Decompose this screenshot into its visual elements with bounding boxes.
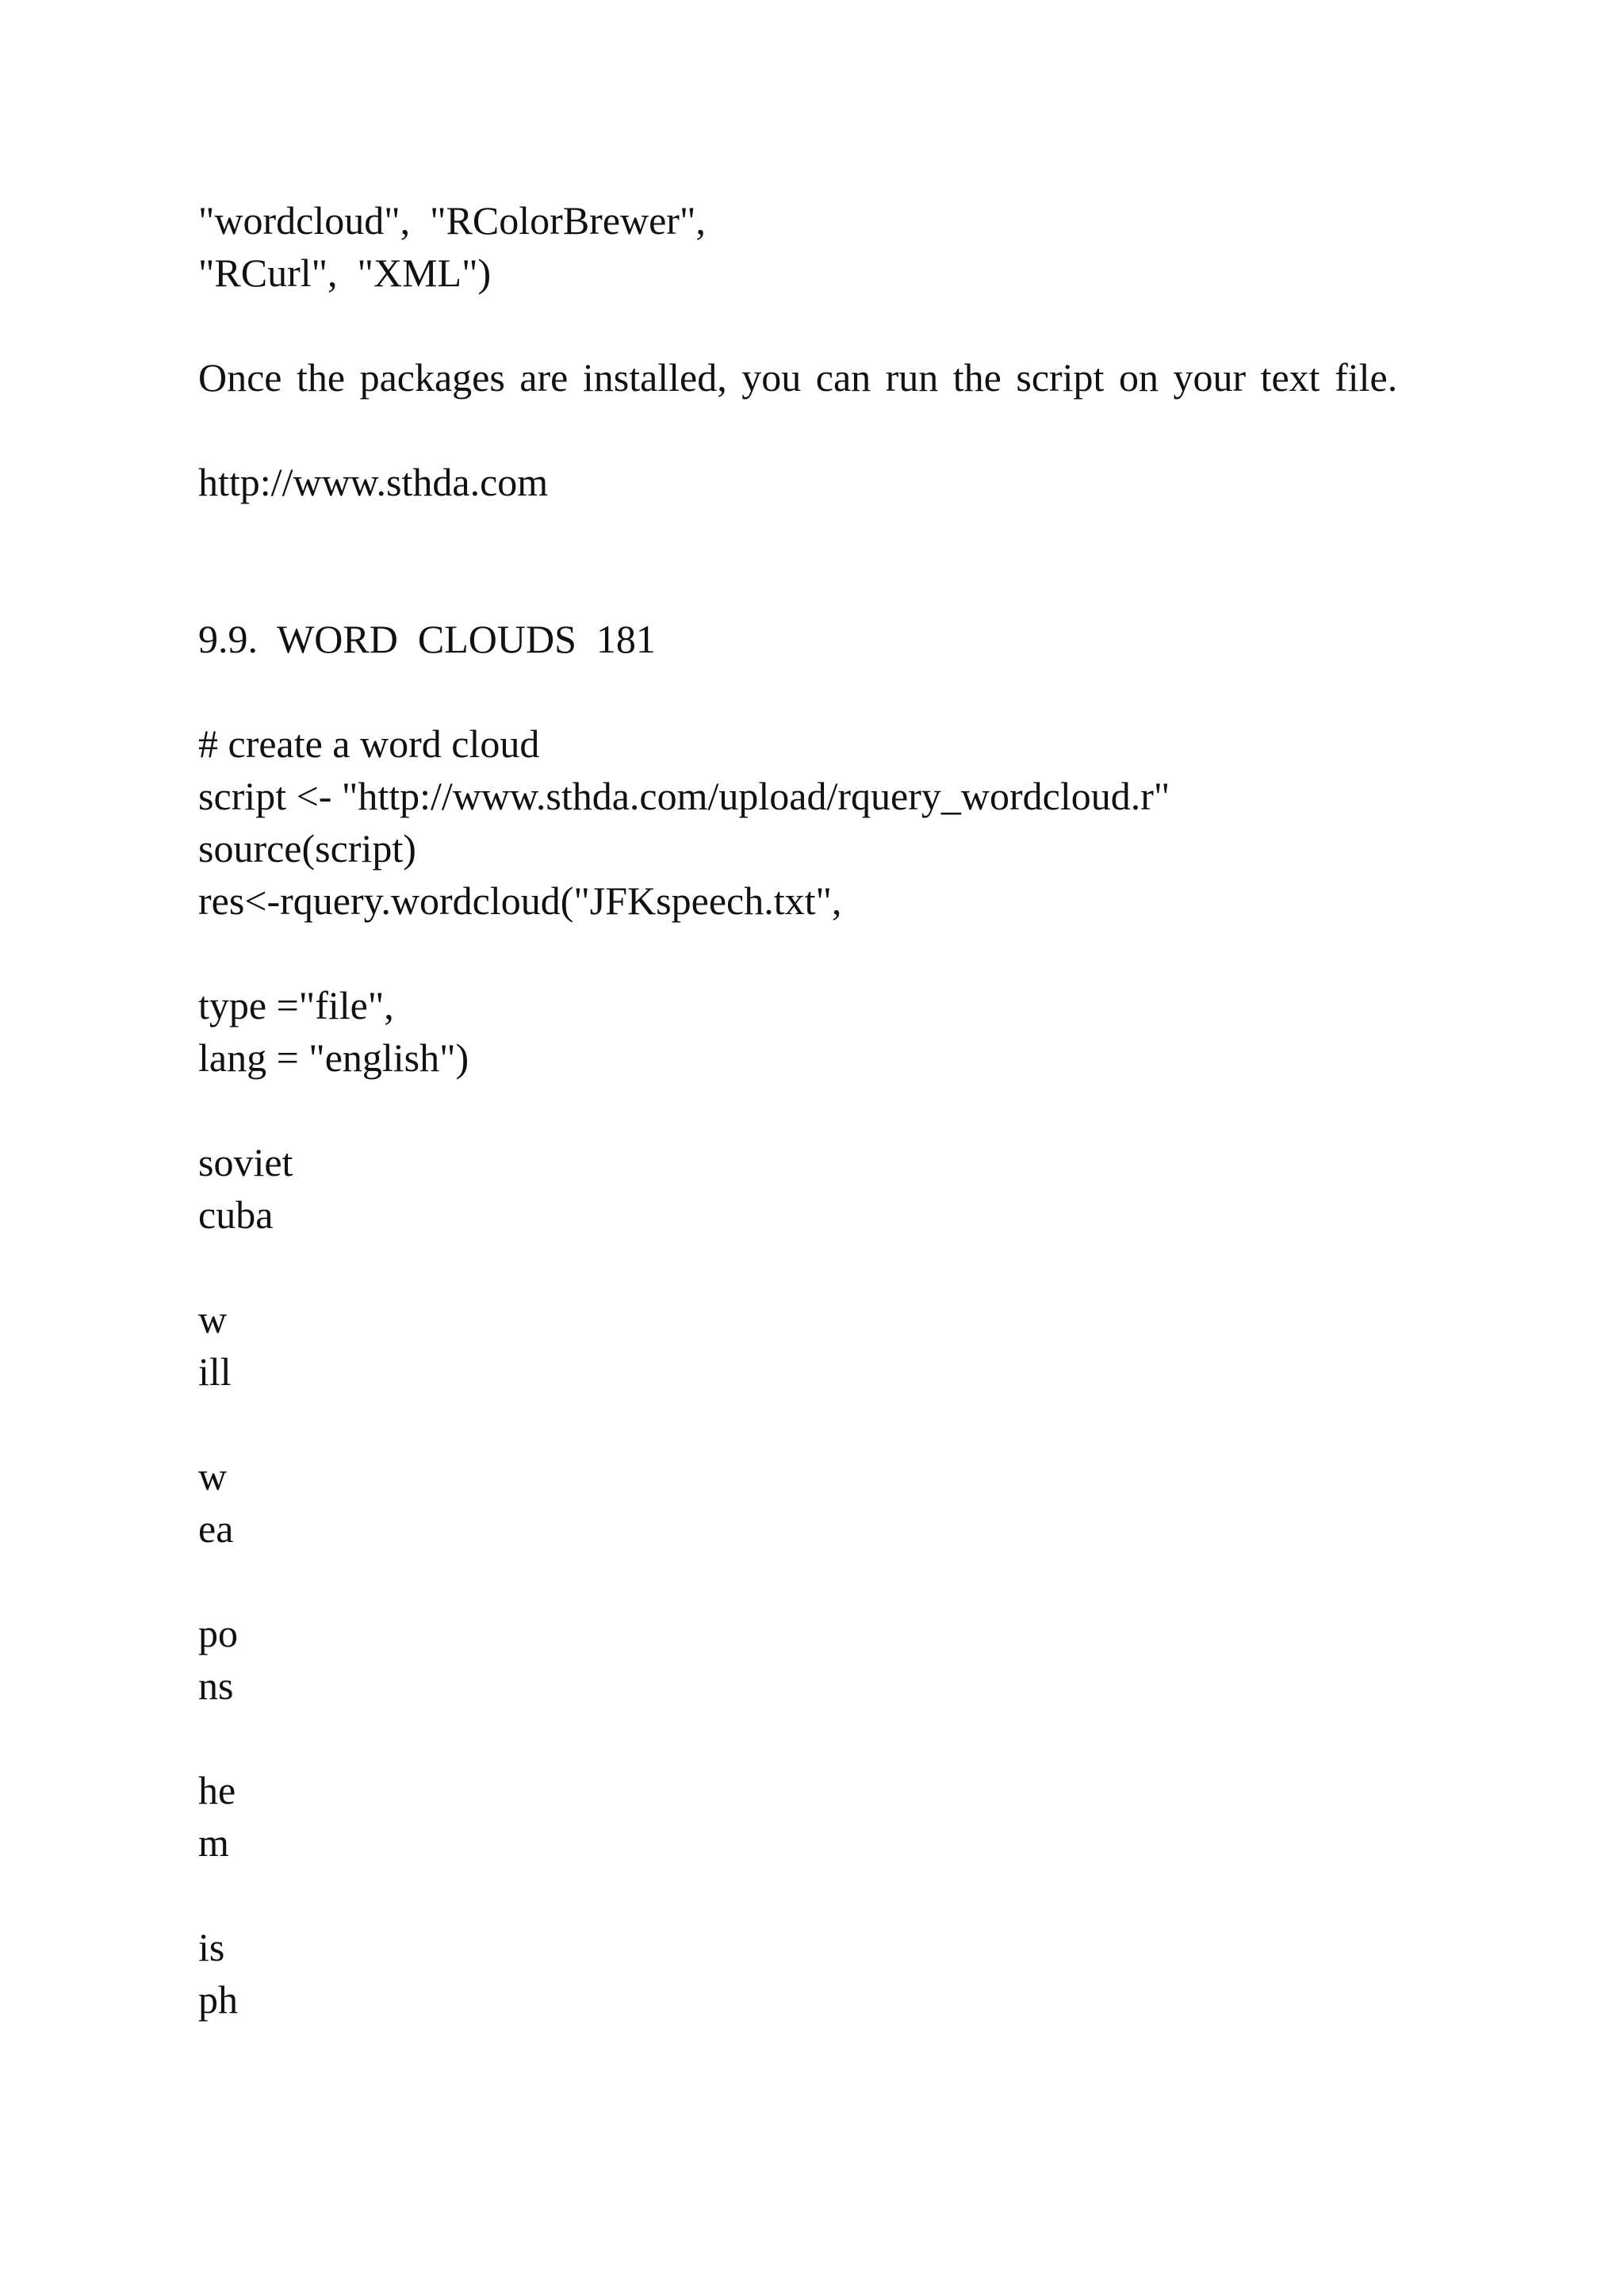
code-install-line-1: "wordcloud", "RColorBrewer", — [198, 198, 706, 243]
code-install-line-2: "RCurl", "XML") — [198, 251, 492, 295]
fragment-line: he — [198, 1768, 236, 1812]
paragraph-once-installed: Once the packages are installed, you can run the script on your text file. — [198, 355, 1398, 400]
fragment-line: ns — [198, 1663, 234, 1708]
spacer — [198, 927, 1404, 979]
url-sthda: http://www.sthda.com — [198, 460, 549, 504]
fragment-line: is — [198, 1925, 225, 1969]
spacer — [198, 299, 1404, 351]
fragment-line: soviet — [198, 1140, 293, 1184]
fragment-line: ea — [198, 1506, 234, 1551]
code-script-url: script <- "http://www.sthda.com/upload/rquery_wordcloud.r" — [198, 774, 1170, 818]
code-type: type ="file", — [198, 983, 394, 1027]
fragment-line: m — [198, 1820, 229, 1865]
spacer — [198, 1869, 1404, 1921]
code-source: source(script) — [198, 826, 416, 871]
spacer — [198, 508, 1404, 613]
fragment-line: po — [198, 1611, 238, 1655]
fragment-line: w — [198, 1297, 228, 1341]
spacer — [198, 1555, 1404, 1607]
code-lang: lang = "english") — [198, 1035, 469, 1080]
document-page — [198, 194, 1404, 2026]
fragment-line: ph — [198, 1977, 238, 2022]
fragment-line: w — [198, 1454, 228, 1498]
spacer — [198, 1398, 1404, 1450]
section-header: 9.9. WORD CLOUDS 181 — [198, 617, 656, 661]
spacer — [198, 1084, 1404, 1136]
spacer — [198, 1241, 1404, 1293]
spacer — [198, 665, 1404, 718]
spacer — [198, 1712, 1404, 1764]
code-comment: # create a word cloud — [198, 721, 540, 766]
code-res: res<-rquery.wordcloud("JFKspeech.txt", — [198, 878, 842, 923]
spacer — [198, 404, 1404, 456]
fragment-line: ill — [198, 1349, 232, 1394]
fragment-line: cuba — [198, 1192, 274, 1237]
